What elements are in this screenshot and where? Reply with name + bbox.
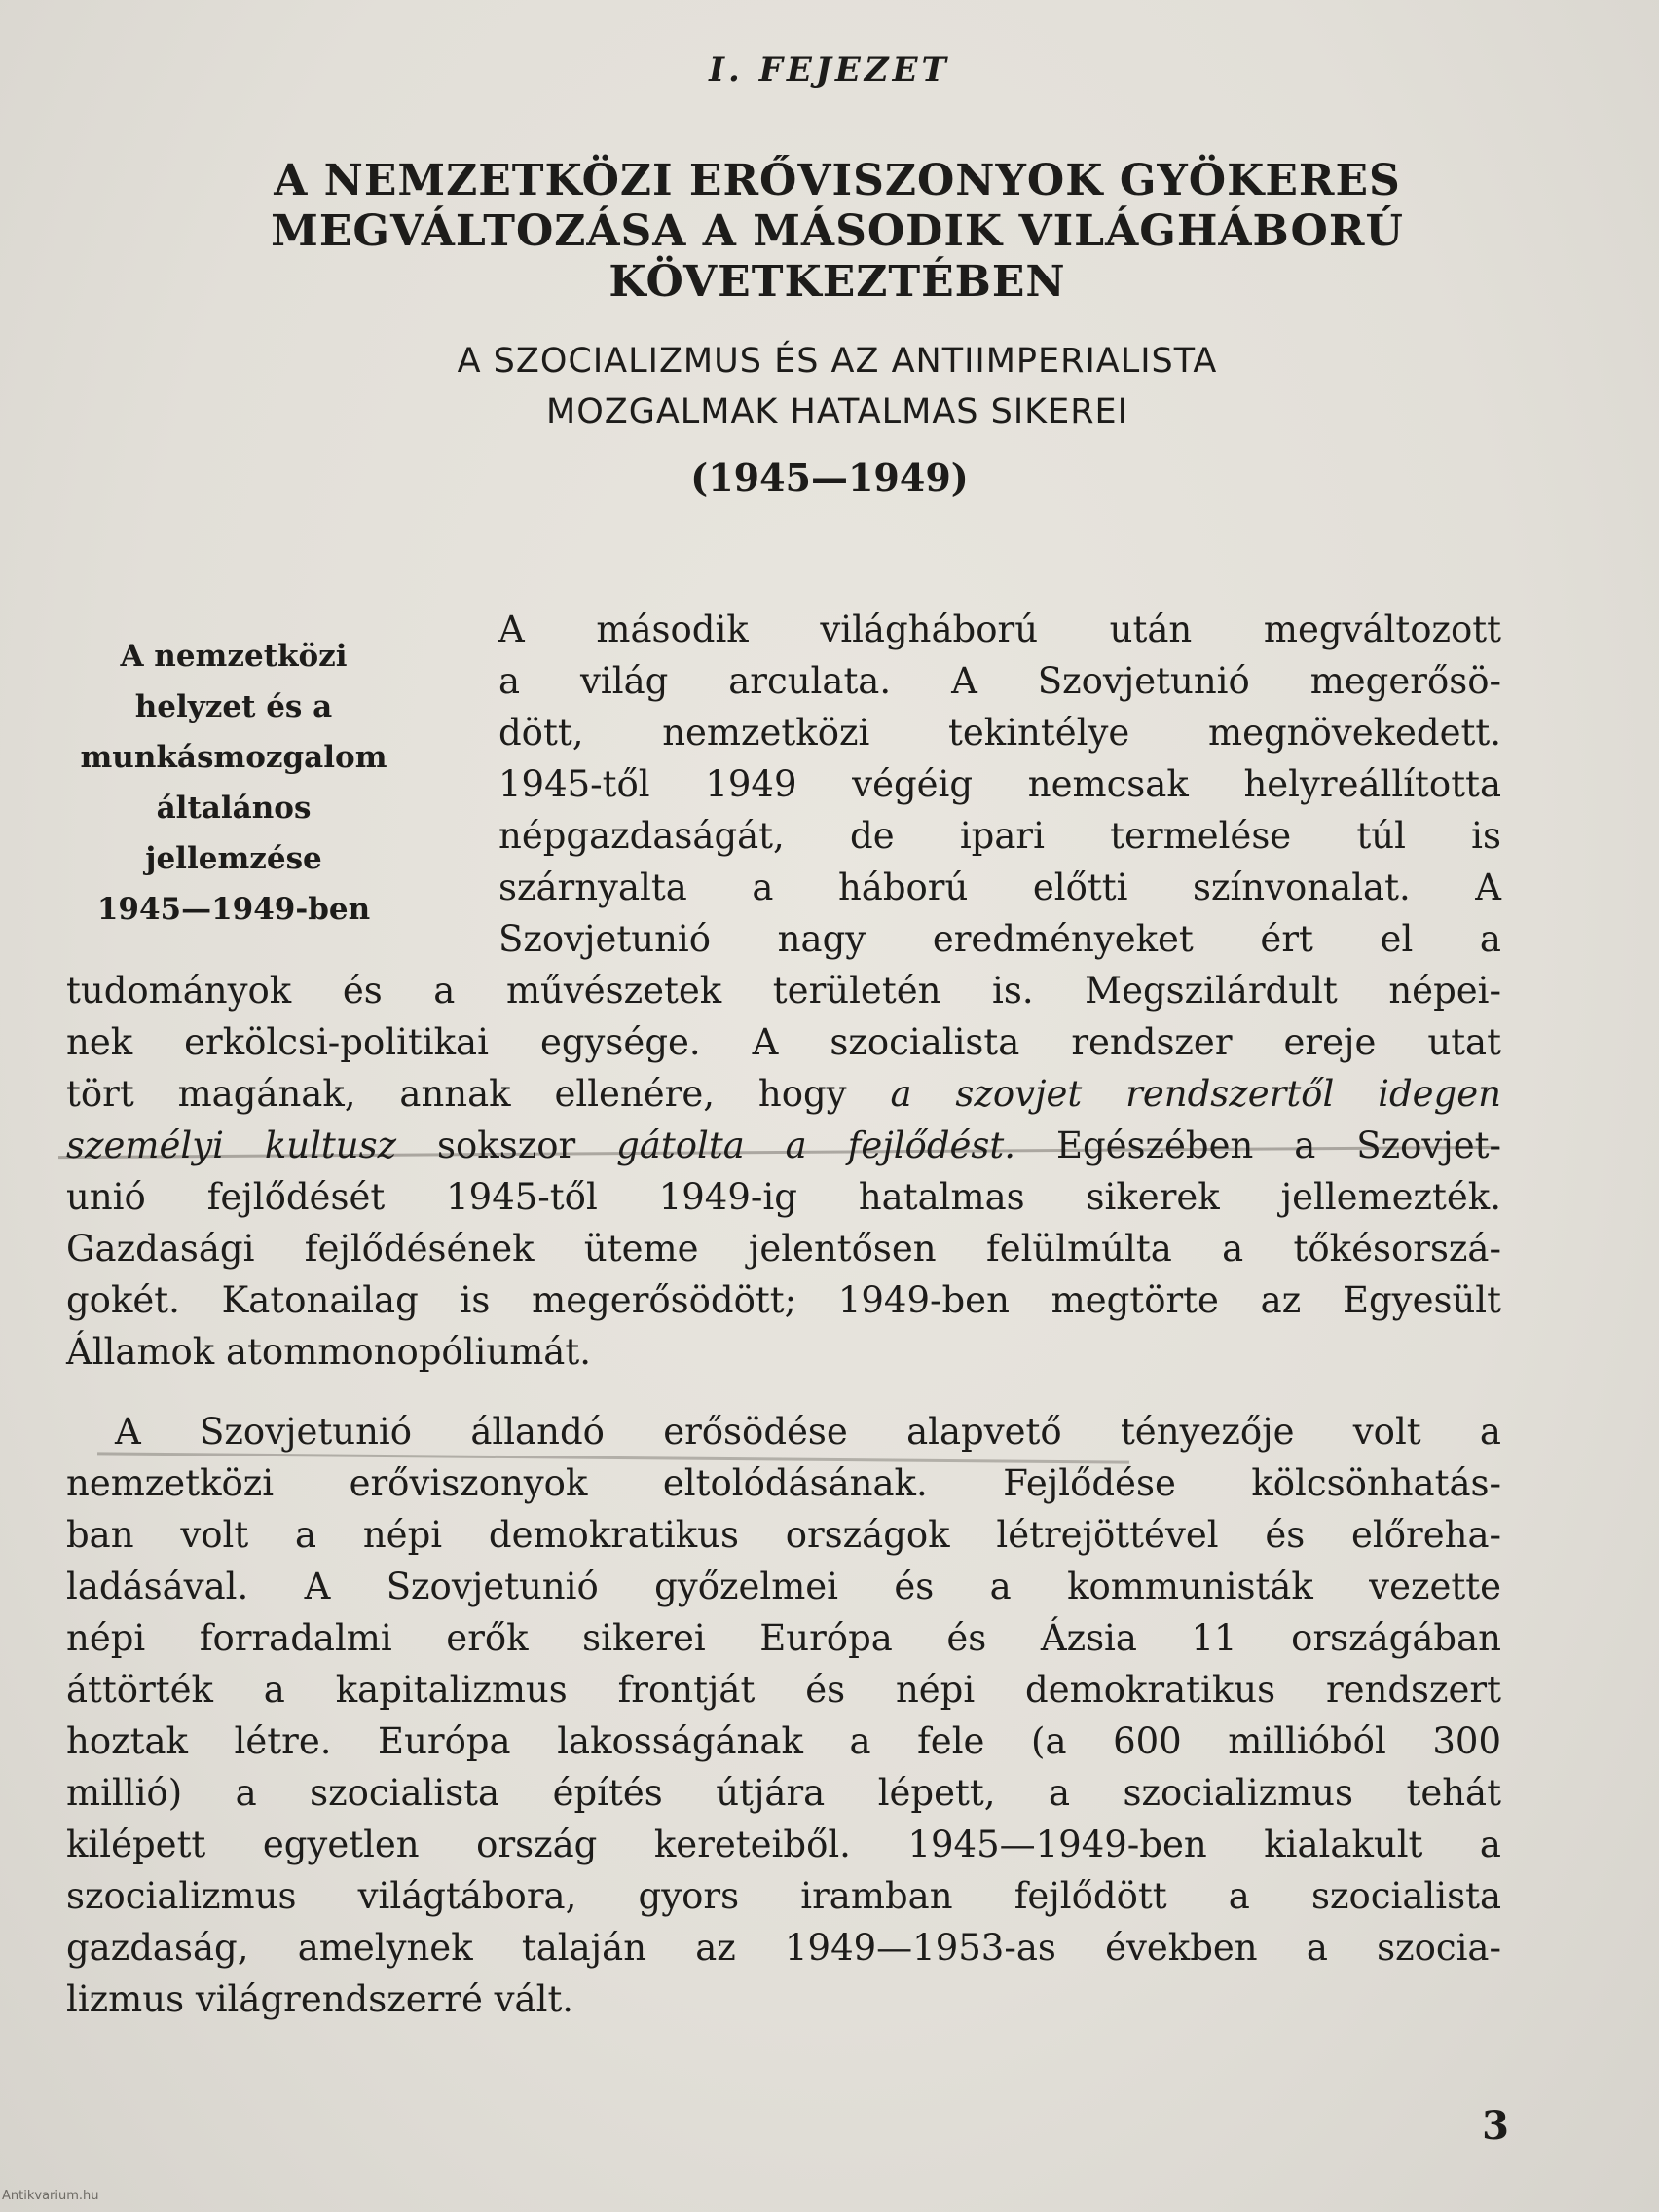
text-line: [66, 1120, 1501, 1171]
paragraph-2: [66, 1406, 1501, 2025]
text-line: Szovjetunió nagy eredményeket ért el a: [498, 918, 1501, 960]
text-line: tudományok és a művészetek területén is. Megszilárdult népei-: [66, 970, 1501, 1012]
title-line: A NEMZETKÖZI ERŐVISZONYOK GYÖKERES: [274, 156, 1401, 205]
text-run: tört magának, annak ellenére, hogy: [66, 1073, 891, 1115]
side-heading-line: munkásmozgalom: [80, 740, 387, 775]
text-run: sokszor: [396, 1124, 617, 1166]
chapter-years: (1945—1949): [690, 456, 969, 499]
text-line: 1945-től 1949 végéig nemcsak helyreállította: [498, 763, 1501, 805]
text-line: unió fejlődését 1945-től 1949-ig hatalmas sikerek jellemezték.: [66, 1176, 1501, 1218]
text-line: ban volt a népi demokratikus országok létrejöttével és előreha-: [66, 1514, 1501, 1556]
italic-run: a szovjet rendszertől idegen: [890, 1073, 1501, 1115]
page-number: 3: [1482, 2103, 1509, 2149]
side-heading: [54, 631, 414, 935]
title-line: MEGVÁLTOZÁSA A MÁSODIK VILÁGHÁBORÚ: [271, 206, 1404, 256]
title-line: KÖVETKEZTÉBEN: [608, 257, 1066, 307]
italic-run: gátolta a fejlődést.: [616, 1124, 1016, 1166]
paragraph-1-body: [66, 965, 1501, 1378]
text-line: a világ arculata. A Szovjetunió megerősö-: [498, 660, 1501, 702]
text-line: dött, nemzetközi tekintélye megnövekedett.: [498, 712, 1501, 754]
text-line: Gazdasági fejlődésének üteme jelentősen felülmúlta a tőkésorszá-: [66, 1228, 1501, 1270]
chapter-title: [127, 156, 1548, 308]
text-line: lizmus világrendszerré vált.: [66, 1978, 574, 2020]
subtitle-line: A SZOCIALIZMUS ÉS AZ ANTIIMPERIALISTA: [457, 342, 1218, 381]
side-heading-line: A nemzetközi: [120, 639, 348, 674]
side-heading-line: általános: [156, 791, 312, 826]
watermark: Antikvarium.hu: [2, 2189, 99, 2203]
paragraph-1-top: [498, 604, 1501, 965]
text-line: szocializmus világtábora, gyors iramban fejlődött a szocialista: [66, 1875, 1501, 1917]
text-line: A Szovjetunió állandó erősödése alapvető tényezője volt a: [115, 1411, 1501, 1453]
text-line: gokét. Katonailag is megerősödött; 1949-ben megtörte az Egyesült: [66, 1279, 1501, 1321]
text-line: millió) a szocialista építés útjára lépett, a szocializmus tehát: [66, 1772, 1501, 1814]
text-line: népgazdaságát, de ipari termelése túl is: [498, 815, 1501, 857]
text-line: kilépett egyetlen ország kereteiből. 1945—1949-ben kialakult a: [66, 1824, 1501, 1865]
text-line: nek erkölcsi-politikai egysége. A szocialista rendszer ereje utat: [66, 1021, 1501, 1063]
text-line: nemzetközi erőviszonyok eltolódásának. Fejlődése kölcsönhatás-: [66, 1462, 1501, 1504]
italic-run: személyi kultusz: [66, 1124, 397, 1166]
chapter-subtitle: [127, 336, 1548, 437]
text-line: [66, 1068, 1501, 1120]
text-line: áttörték a kapitalizmus frontját és népi demokratikus rendszert: [66, 1669, 1501, 1711]
side-heading-line: jellemzése: [145, 841, 322, 876]
text-run: Egészében a Szovjet-: [1015, 1124, 1502, 1166]
subtitle-line: MOZGALMAK HATALMAS SIKEREI: [546, 392, 1128, 431]
text-line: A második világháború után megváltozott: [498, 608, 1501, 650]
text-line: népi forradalmi erők sikerei Európa és Ázsia 11 országában: [66, 1617, 1501, 1659]
text-line: Államok atommonopóliumát.: [66, 1331, 591, 1373]
side-heading-line: helyzet és a: [134, 689, 333, 724]
text-line: ladásával. A Szovjetunió győzelmei és a kommunisták vezette: [66, 1566, 1501, 1607]
text-line: hoztak létre. Európa lakosságának a fele (a 600 millióból 300: [66, 1720, 1501, 1762]
side-heading-line: 1945—1949-ben: [96, 892, 371, 927]
text-line: gazdaság, amelynek talaján az 1949—1953-as években a szocia-: [66, 1927, 1501, 1969]
text-line: szárnyalta a háború előtti színvonalat. A: [498, 866, 1501, 908]
chapter-heading: I. FEJEZET: [709, 51, 950, 90]
